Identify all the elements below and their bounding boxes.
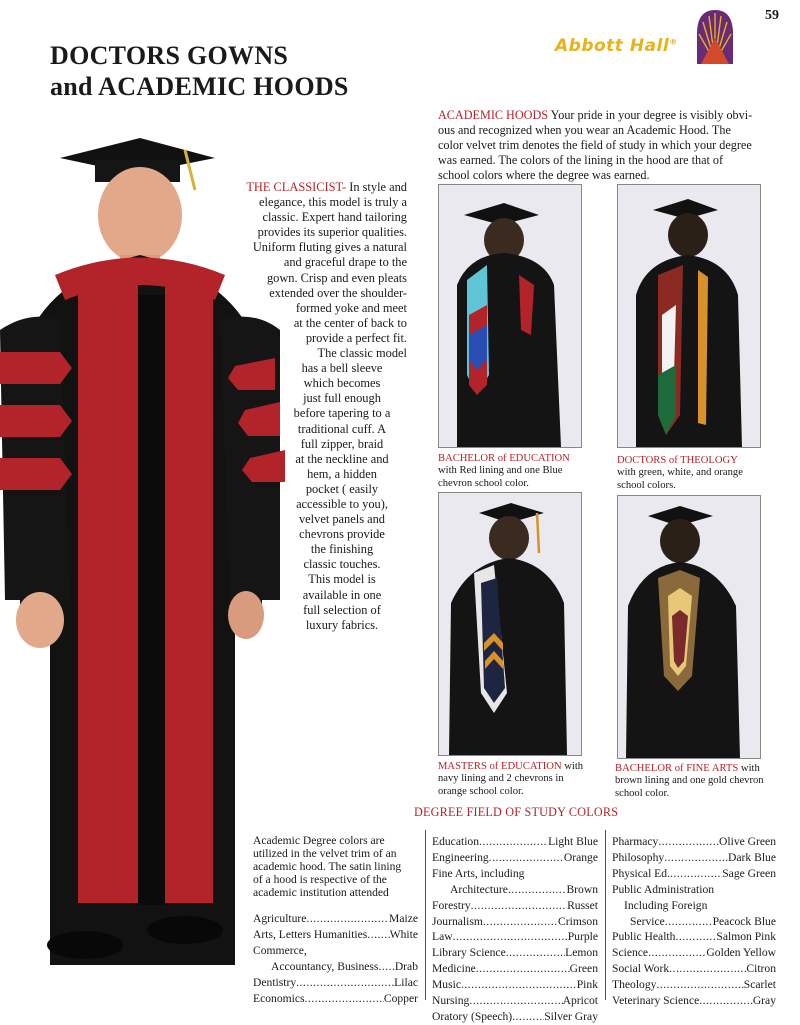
degree-field-label: Accountancy, Business — [271, 959, 379, 973]
degree-colors-title: DEGREE FIELD OF STUDY COLORS — [414, 805, 619, 819]
degree-color-value: Silver Gray — [544, 1009, 598, 1023]
column-divider — [425, 830, 426, 1000]
dot-leader — [506, 945, 565, 961]
caption-bachelor-education — [438, 453, 618, 490]
classicist-line: luxury fabrics. — [305, 617, 379, 632]
academic-hoods-heading: ACADEMIC HOODS — [438, 108, 549, 122]
classicist-line: gown. Crisp and even pleats — [266, 270, 407, 285]
classicist-line: at the neckline and — [295, 451, 389, 466]
degree-color-row — [612, 993, 776, 1009]
dot-leader — [664, 850, 728, 866]
caption-line: school color. — [615, 787, 670, 799]
academic-hoods-intro — [438, 108, 783, 183]
dot-leader — [306, 911, 389, 927]
degree-color-value: Salmon Pink — [716, 930, 776, 944]
dot-leader — [461, 977, 577, 993]
degree-color-row — [612, 961, 776, 977]
degree-intro-line: utilized in the velvet trim of an — [253, 847, 397, 860]
classicist-line: accessible to you), — [296, 496, 388, 511]
hoods-intro-line: Your pride in your degree is visibly obvi- — [550, 108, 753, 122]
degree-field-label: Education — [432, 835, 480, 848]
caption-line: brown lining and one gold chevron — [615, 775, 764, 787]
degree-color-value: Golden Yellow — [706, 946, 776, 960]
hoods-intro-line: school colors where the degree was earned. — [438, 168, 650, 182]
caption-line: with green, white, and orange — [617, 467, 743, 479]
dot-leader — [512, 1009, 544, 1025]
hoods-intro-line: ous and recognized when you wear an Academic Hood. The — [438, 123, 731, 137]
degree-color-value: Dark Blue — [728, 850, 776, 864]
degree-color-value: Maize — [389, 912, 418, 925]
degree-color-value: Lemon — [565, 946, 598, 960]
degree-field-label: Public Administration — [612, 882, 715, 896]
caption-heading-tail: with — [561, 761, 584, 772]
degree-color-value: Drab — [394, 959, 418, 973]
caption-bachelor-fine-arts — [615, 763, 795, 800]
classicist-line: extended over the shoulder- — [269, 285, 407, 300]
brand-name: Abbott Hall — [555, 36, 670, 56]
degree-color-row — [432, 1009, 598, 1025]
classicist-line: chevrons provide — [299, 527, 385, 542]
degree-color-value: Peacock Blue — [712, 914, 776, 928]
degree-color-row — [253, 959, 418, 975]
dot-leader — [656, 977, 743, 993]
dot-leader — [378, 959, 394, 975]
degree-intro-line: Academic Degree colors are — [253, 834, 385, 847]
classicist-line: velvet panels and — [298, 512, 385, 527]
degree-color-row — [253, 991, 418, 1007]
degree-colors-column-3 — [612, 834, 776, 1009]
degree-color-value: Gray — [752, 994, 776, 1008]
classicist-line: provide a perfect fit. — [305, 330, 407, 345]
classicist-line: which becomes — [303, 376, 381, 391]
dot-leader — [508, 882, 567, 898]
degree-color-row — [432, 961, 598, 977]
classicist-line: at the center of back to — [293, 315, 407, 330]
degree-field-label: Service — [630, 914, 665, 928]
degree-color-value: Apricot — [562, 994, 598, 1008]
degree-color-value: Orange — [563, 850, 598, 864]
degree-color-row — [612, 866, 776, 882]
degree-field-label: Music — [432, 978, 461, 992]
caption-line: orange school color. — [438, 785, 524, 797]
classicist-line: formed yoke and meet — [295, 300, 407, 315]
classicist-line: full selection of — [303, 602, 381, 617]
caption-line: with Red lining and one Blue — [438, 465, 563, 477]
classicist-line: Uniform fluting gives a natural — [252, 240, 407, 255]
classicist-heading: THE CLASSICIST- — [246, 180, 347, 194]
degree-field-label: Veterinary Science — [612, 994, 700, 1008]
classicist-line: elegance, this model is truly a — [259, 195, 407, 210]
classicist-line: before tapering to a — [293, 406, 391, 421]
classicist-line: available in one — [302, 587, 382, 602]
degree-field-label: Journalism — [432, 914, 483, 928]
caption-line: chevron school color. — [438, 477, 529, 489]
degree-colors-column-1 — [253, 834, 418, 1006]
classicist-line: hem, a hidden — [307, 466, 377, 481]
degree-color-value: White — [389, 927, 418, 941]
hoods-intro-line: was earned. The colors of the lining in the hood are that of — [438, 153, 724, 167]
hood-photo-doctors-theology — [617, 184, 761, 448]
degree-color-value: Olive Green — [719, 835, 776, 848]
degree-color-row — [432, 850, 598, 866]
dot-leader — [675, 929, 716, 945]
degree-color-value: Russet — [567, 898, 598, 912]
hoods-intro-line: color velvet trim denotes the field of study in which your degree — [438, 138, 752, 152]
degree-color-value: Citron — [746, 962, 776, 976]
degree-color-row — [432, 993, 598, 1009]
dot-leader — [658, 834, 719, 850]
classicist-line: pocket ( easily — [305, 481, 379, 496]
brand-trademark: ® — [669, 37, 678, 47]
brand-logo — [555, 8, 740, 68]
classicist-line: classic touches. — [303, 557, 381, 572]
degree-field-label: Medicine — [432, 962, 476, 976]
dot-leader — [453, 929, 568, 945]
column-divider — [605, 830, 606, 1000]
dot-leader — [296, 975, 394, 991]
degree-color-row — [612, 945, 776, 961]
brand-wordmark — [555, 36, 678, 56]
classicist-line: has a bell sleeve — [301, 361, 383, 376]
caption-heading-tail: with — [738, 763, 760, 774]
degree-color-value: Pink — [576, 978, 598, 992]
caption-heading: MASTERS of EDUCATION — [438, 761, 562, 772]
hood-photo-bachelor-education — [438, 184, 582, 448]
degree-field-label: Architecture — [450, 882, 508, 896]
degree-color-value: Green — [569, 962, 598, 976]
dot-leader — [669, 961, 746, 977]
degree-color-row — [432, 898, 598, 914]
degree-field-label: Including Foreign — [624, 898, 708, 912]
title-line-1: DOCTORS GOWNS — [50, 41, 289, 70]
degree-color-row — [432, 929, 598, 945]
classicist-line: The classic model — [317, 346, 407, 361]
degree-field-label: Oratory (Speech) — [432, 1009, 513, 1023]
classicist-description — [237, 180, 407, 633]
dot-leader — [670, 866, 722, 882]
degree-field-label: Social Work — [612, 962, 670, 976]
degree-field-label: Law — [432, 930, 453, 944]
degree-color-row — [612, 850, 776, 866]
classicist-line: the finishing — [310, 542, 374, 557]
degree-color-value: Crimson — [558, 914, 598, 928]
degree-color-row — [253, 927, 418, 943]
degree-color-row — [612, 929, 776, 945]
caption-line: navy lining and 2 chevrons in — [438, 773, 564, 785]
degree-intro-line: academic institution attended — [253, 886, 389, 899]
classicist-line: and graceful drape to the — [283, 255, 407, 270]
degree-field-label: Dentistry — [253, 975, 297, 989]
degree-field-label: Nursing — [432, 994, 470, 1008]
degree-color-row — [253, 975, 418, 991]
dot-leader — [367, 927, 389, 943]
page-number: 59 — [765, 8, 779, 23]
dot-leader — [648, 945, 706, 961]
degree-field-label: Pharmacy — [612, 835, 659, 848]
degree-field-label: Physical Ed. — [612, 866, 670, 880]
degree-color-row — [253, 911, 418, 927]
degree-field-label: Science — [612, 946, 649, 960]
degree-field-label: Library Science — [432, 946, 506, 960]
degree-colors-column-2 — [432, 834, 598, 1025]
hood-photo-masters-education — [438, 492, 582, 756]
degree-field-label: Theology — [612, 978, 657, 992]
degree-color-value: Sage Green — [722, 866, 776, 880]
dot-leader — [479, 834, 548, 850]
degree-field-label: Economics — [253, 991, 305, 1005]
title-line-2: and ACADEMIC HOODS — [50, 72, 349, 101]
classicist-line: This model is — [308, 572, 376, 587]
caption-doctors-theology — [617, 455, 797, 492]
degree-field-label: Forestry — [432, 898, 471, 912]
classicist-line: classic. Expert hand tailoring — [262, 210, 407, 225]
degree-intro-line: academic hood. The satin lining — [253, 860, 402, 873]
hood-photo-bachelor-fine-arts — [617, 495, 761, 759]
caption-masters-education — [438, 761, 618, 798]
classicist-line: just full enough — [303, 391, 381, 406]
dot-leader — [665, 914, 713, 930]
degree-intro-line: of a hood is respective of the — [253, 873, 387, 886]
degree-color-value: Brown — [566, 882, 598, 896]
sunburst-arch-icon — [695, 8, 735, 64]
degree-color-row — [432, 945, 598, 961]
degree-color-row — [612, 834, 776, 850]
page-title — [50, 40, 349, 102]
caption-line: school colors. — [617, 479, 676, 491]
dot-leader — [699, 993, 753, 1009]
degree-color-value: Lilac — [394, 975, 418, 989]
degree-color-row — [432, 977, 598, 993]
degree-color-value: Purple — [567, 930, 598, 944]
degree-color-row — [432, 834, 598, 850]
dot-leader — [305, 991, 384, 1007]
caption-heading: BACHELOR of FINE ARTS — [615, 763, 739, 774]
degree-field-label: Agriculture — [253, 912, 307, 925]
dot-leader — [471, 898, 567, 914]
degree-color-row — [432, 914, 598, 930]
dot-leader — [469, 993, 562, 1009]
dot-leader — [489, 850, 564, 866]
caption-heading: BACHELOR of EDUCATION — [438, 453, 570, 464]
degree-field-label: Public Health — [612, 930, 676, 944]
dot-leader — [476, 961, 570, 977]
classicist-line: In style and — [349, 180, 407, 194]
degree-field-label: Arts, Letters Humanities — [253, 927, 368, 941]
degree-field-label: Engineering — [432, 850, 489, 864]
degree-field-label: Fine Arts, including — [432, 866, 525, 880]
degree-color-row — [612, 977, 776, 993]
classicist-line: full zipper, braid — [300, 436, 384, 451]
degree-color-value: Copper — [383, 991, 418, 1005]
degree-color-value: Scarlet — [743, 978, 776, 992]
classicist-line: traditional cuff. A — [297, 421, 387, 436]
degree-color-value: Light Blue — [548, 835, 598, 848]
degree-color-row — [612, 914, 776, 930]
degree-color-row — [432, 882, 598, 898]
degree-field-label: Commerce, — [253, 943, 307, 957]
caption-heading: DOCTORS of THEOLOGY — [617, 455, 738, 466]
degree-field-label: Philosophy — [612, 850, 665, 864]
classicist-line: provides its superior qualities. — [257, 225, 407, 240]
dot-leader — [483, 914, 558, 930]
